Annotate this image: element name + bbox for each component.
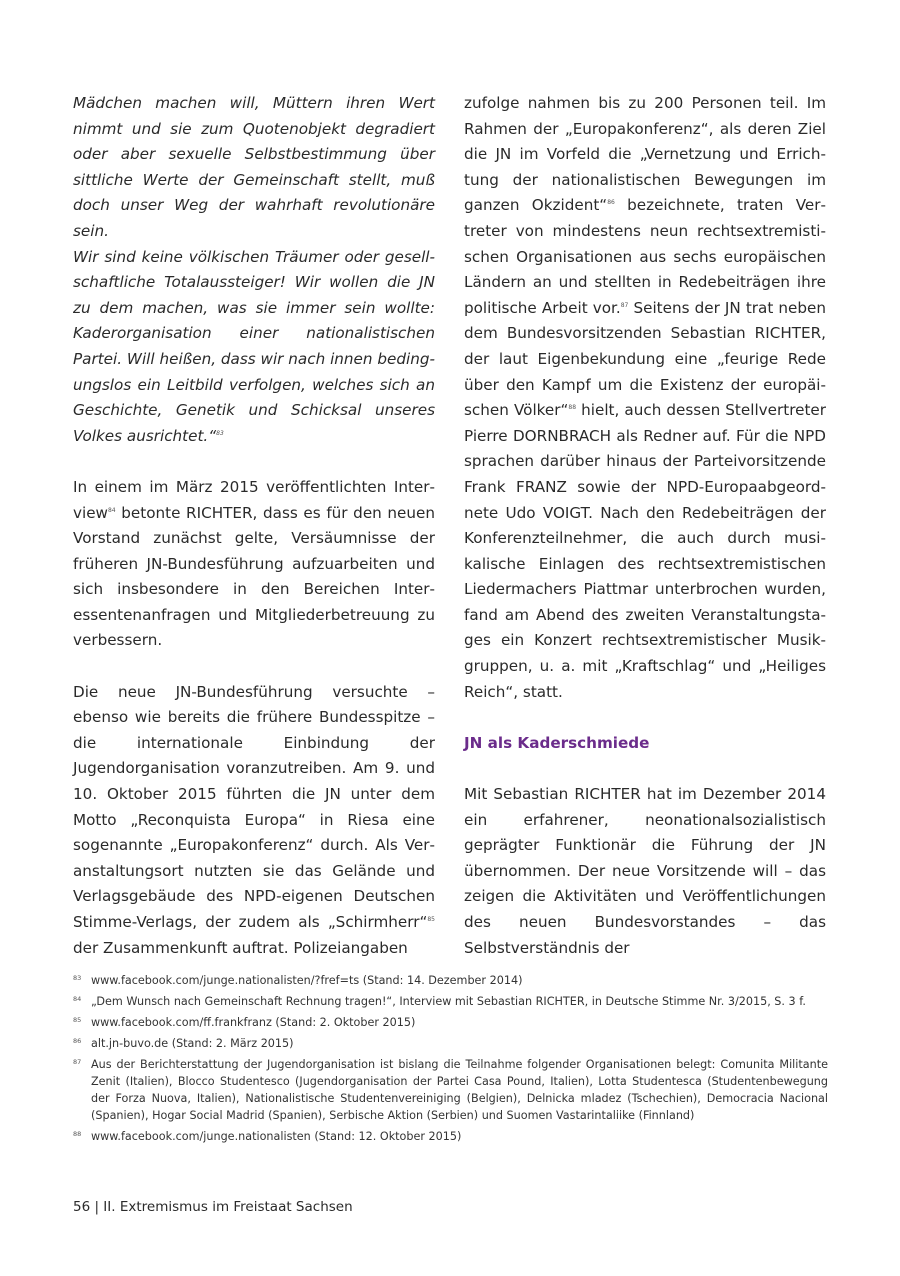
- footnote-84: [73, 993, 828, 1010]
- footnote-85: [73, 1014, 828, 1031]
- paragraph-text: zufolge nahmen bis zu 200 Personen teil. Im Rahmen der „Europakonferenz“, als deren Ziel die JN im Vorfeld die „Vernetzung und Errichtung der nationalistischen Bewegungen im ganzen Okzident“: [464, 94, 826, 215]
- body-paragraph-europakonferenz: [464, 91, 826, 705]
- footnote-text: „Dem Wunsch nach Gemeinschaft Rechnung tragen!“, Interview mit Sebastian RICHTER, in Deutsche Stimme Nr. 3/2015, S. 3 f.: [91, 995, 806, 1008]
- paragraph-text: Die neue JN-Bundesführung versuchte – ebenso wie bereits die frühere Bundesspitze – die internationale Einbindung der Jugendorganisation voranzutreiben. Am 9. und 10. Oktober 2015 führten die JN unter dem Motto „Reconquista Europa“ in Riesa eine sogenannte „Europakonferenz“ durch. Als Veranstaltungsort nutzten sie das Gelände und Verlagsgebäude des NPD-eigenen Deutschen Stimme-Verlags, der zudem als „Schirmherr“: [73, 682, 435, 931]
- footnote-ref-88[interactable]: 88: [568, 404, 577, 412]
- footnote-number: 87: [73, 1058, 82, 1066]
- quote-text: Wir sind keine völkischen Träumer oder gesellschaftliche Totalaussteiger! Wir wollen die JN zu dem machen, was sie immer sein wollte: Kaderorganisation einer nationalistischen Partei. Will heißen, dass wir nach innen bedingungslos ein Leitbild verfolgen, welches sich an Geschichte, Genetik und Schicksal unseres Volkes ausrichtet.“: [73, 247, 435, 445]
- footnote-text: Aus der Berichterstattung der Jugendorganisation ist bislang die Teilnahme folgender Organisationen belegt: Comunita Militante Zenit (Italien), Blocco Studentesco (Jugendorganisation der Partei Casa Pound, Italien), Lotta Studentesca (Studentenbewegung der Forza Nuova, Italien), Nationalistische Studentenvereiniging (Belgien), Delnicka mladez (Tschechien), Democracia Nacional (Spanien), Hogar Social Madrid (Spanien), Serbische Aktion (Serbien) und Suomen Vastarintaliike (Finnland): [91, 1058, 828, 1122]
- footnote-number: 85: [73, 1016, 82, 1024]
- paragraph-text: Seitens der JN trat neben dem Bundesvorsitzenden Sebastian RICHTER, der laut Eigenbekundung eine „feurige Rede über den Kampf um die Existenz der europäischen Völker“: [464, 298, 826, 420]
- footnote-number: 83: [73, 974, 82, 982]
- body-paragraph-interview: [73, 475, 435, 654]
- paragraph-text: hielt, auch dessen Stellvertreter Pierre DORNBRACH als Redner auf. Für die NPD sprachen darüber hinaus der Parteivorsitzende Frank FRANZ sowie der NPD-Europaabgeordnete Udo VOIGT. Nach den Redebeiträgen der Konferenzteilnehmer, die auch durch musikalische Einlagen des rechtsextremistischen Liedermachers Piattmar unterbrochen wurden, fand am Abend des zweiten Veranstaltungstages ein Konzert rechtsextremistischer Musikgruppen, u. a. mit „Kraftschlag“ und „Heiliges Reich“, statt.: [464, 401, 826, 701]
- footnote-number: 88: [73, 1130, 82, 1138]
- paragraph-text: betonte RICHTER, dass es für den neuen Vorstand zunächst gelte, Versäumnisse der früheren JN-Bundesführung aufzuarbeiten und sich insbesondere in den Bereichen Interessentenanfragen und Mitgliederbetreuung zu verbessern.: [73, 503, 435, 650]
- footnote-text: www.facebook.com/junge.nationalisten/?fref=ts (Stand: 14. Dezember 2014): [91, 974, 523, 987]
- footnote-ref-87[interactable]: 87: [620, 301, 629, 309]
- paragraph-text: In einem im März 2015 veröffentlichten Interview: [73, 477, 435, 522]
- footnote-88: [73, 1128, 828, 1145]
- footnote-number: 84: [73, 995, 82, 1003]
- paragraph-text: bezeichnete, traten Vertreter von mindestens neun rechtsextremistischen Organisationen aus sechs europäischen Ländern an und stellten in Redebeiträgen ihre politische Arbeit vor.: [464, 196, 826, 317]
- page-footer: 56 | II. Extremismus im Freistaat Sachsen: [73, 1199, 353, 1215]
- footnote-text: www.facebook.com/junge.nationalisten (Stand: 12. Oktober 2015): [91, 1130, 462, 1143]
- footnote-86: [73, 1035, 828, 1052]
- quote-paragraph-2: [73, 245, 435, 450]
- quote-paragraph-1: Mädchen machen will, Müttern ihren Wert nimmt und sie zum Quotenobjekt degradiert oder aber sexuelle Selbstbestimmung über sittliche Werte der Gemeinschaft stellt, muß doch unser Weg der wahrhaft revolutionäre sein.: [73, 94, 435, 240]
- body-paragraph-kaderschmiede: Mit Sebastian RICHTER hat im Dezember 2014 ein erfahrener, neonationalsozialistisch geprägter Funktionär die Führung der JN übernommen. Der neue Vorsitzende will – das zeigen die Aktivitäten und Veröffentlichungen des neuen Bundesvorstandes – das Selbstverständnis der: [464, 785, 826, 957]
- footnote-ref-85[interactable]: 85: [427, 916, 435, 923]
- footnote-ref-86[interactable]: 86: [607, 199, 615, 207]
- right-column: [464, 91, 826, 961]
- footnote-number: 86: [73, 1037, 82, 1045]
- left-column: [73, 91, 435, 961]
- body-paragraph-international: [73, 680, 435, 962]
- footnote-text: alt.jn-buvo.de (Stand: 2. März 2015): [91, 1037, 294, 1050]
- paragraph-text: der Zusammenkunft auftrat. Polizeiangaben: [73, 938, 408, 957]
- footnotes-section: [73, 972, 828, 1149]
- footnote-83: [73, 972, 828, 989]
- footnote-87: [73, 1056, 828, 1124]
- footnote-ref-84[interactable]: 84: [107, 506, 116, 514]
- footnote-text: www.facebook.com/ff.frankfranz (Stand: 2. Oktober 2015): [91, 1016, 416, 1029]
- section-heading: JN als Kaderschmiede: [464, 733, 650, 752]
- footnote-ref-83[interactable]: 83: [216, 429, 224, 437]
